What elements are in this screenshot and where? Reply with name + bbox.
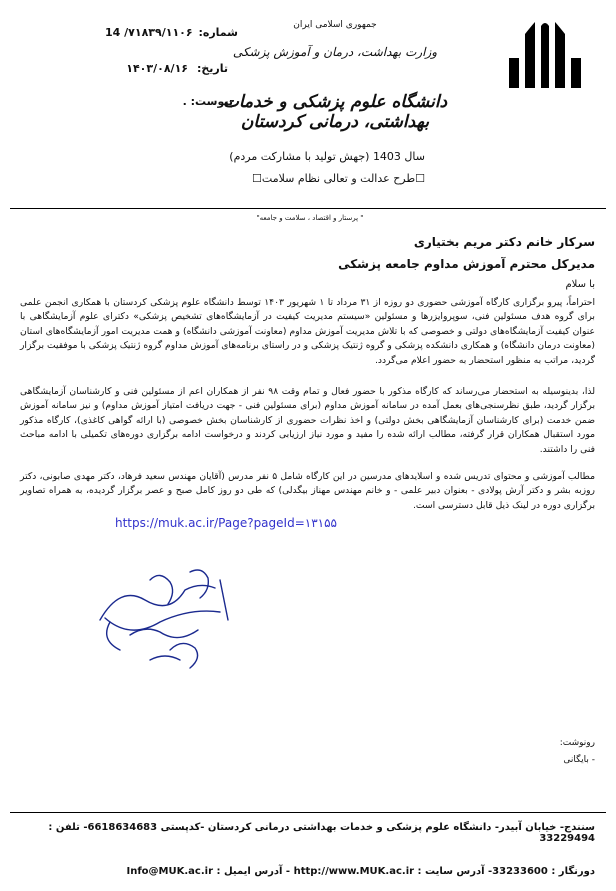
- university-logo: [505, 20, 585, 90]
- body-paragraph-3: مطالب آموزشی و محتوای تدریس شده و اسلایدهای مدرسین در این کارگاه شامل ۵ نفر مدرس (آقایان مهندس سعید فرهاد، دکتر مهدی صابونی، دکتر روزبه بشر و دکتر آرش پولادی - بعنوان دبیر علمی - و خانم مهندس مهناز بیگدلی) که طی دو روز کامل صبح و عصر برگزار گردیده، به همراه تصاویر برگزاری دوره در لینک ذیل قابل دسترسی است.: [20, 471, 595, 511]
- number-label: شماره:: [198, 26, 238, 39]
- cc-item-archive: - بایگانی: [563, 755, 595, 765]
- date-value: ۱۴۰۳/۰۸/۱۶: [126, 62, 188, 75]
- footer-contacts: دورنگار : 33233600- آدرس سایت : http://www.MUK.ac.ir - آدرس ایمیل : Info@MUK.ac.ir: [126, 866, 595, 877]
- greeting: با سلام: [565, 279, 595, 290]
- course-link[interactable]: https://muk.ac.ir/Page?pageId=۱۳۱۵۵: [115, 516, 337, 530]
- date-label: تاریخ:: [196, 62, 228, 75]
- checkbox-icon: ☐: [252, 172, 262, 185]
- cc-title: رونوشت:: [559, 738, 595, 748]
- handwritten-signature: [90, 560, 240, 675]
- motto-note: " پرستار و اقتصاد ، سلامت و جامعه": [256, 214, 364, 222]
- footer-address: سنندج- خیابان آبیدر- دانشگاه علوم پزشکی و خدمات بهداشتی درمانی کردستان -کدپستی 6618634683- تلفن : 33229494: [48, 822, 595, 844]
- justice-slogan: [225, 172, 425, 185]
- checkbox-icon: ☐: [415, 172, 425, 185]
- justice-slogan-text: طرح عدالت و تعالی نظام سلامت: [261, 172, 416, 185]
- header-divider: [10, 208, 606, 209]
- body-paragraph-1: احتراماً، پیرو برگزاری کارگاه آموزشی حضوری دو روزه از ۳۱ مرداد تا ۱ شهریور ۱۴۰۳ توسط دانشگاه علوم پزشکی کردستان با همکاری انجمن علمی برای گروه هدف مسئولین فنی، سوپروایزرها و مسئولین «سیستم مدیریت کیفیت در آزمایشگاه‌های تشخیص پزشکی» دکترای علوم آزمایشگاهی با عنوان کیفیت آزمایشگاه‌های دولتی و خصوصی که با تلاش مدیریت آموزش مداوم (معاونت آموزشی دانشگاه) و همت مدیریت امور آزمایشگاه‌های استان (معاونت درمان دانشگاه) و همکاری دانشکده پزشکی و گروه ژنتیک پزشکی و در راستای برنامه‌های آموزش مداوم گروه ژنتیک پزشکی با موفقیت برگزار گردید، مراتب به منظور استحضار به حضور اعلام می‌گردد.: [20, 297, 596, 366]
- year-slogan: سال 1403 (جهش تولید با مشارکت مردم): [229, 150, 425, 163]
- body-paragraph-2: لذا، بدینوسیله به استحضار می‌رساند که کارگاه مذکور با حضور فعال و تمام وقت ۹۸ نفر از همکاران اعم از مسئولین فنی و کارشناسان آزمایشگاهی برگزار گردید، طبق نظرسنجی‌های بعمل آمده در سامانه آموزش مداوم (برای مسئولین فنی - جهت دریافت امتیاز آموزش مداوم) و نیز سامانه آموزش ضمن خدمت (برای کارشناسان آزمایشگاهی بخش دولتی) و اخذ نظرات حضوری از کارشناسان بخش خصوصی (با ارائه گواهی کاغذی)، کارگاه مذکور مورد استقبال همکاران قرار گرفته، مطالب ارائه شده را مفید و مورد نیاز ارزیابی کردند و درخواست ادامه برگزاری دوره‌های تکمیلی با ادامه مباحث فنی را داشتند.: [20, 386, 596, 455]
- university-name: دانشگاه علوم پزشکی و خدمات بهداشتی، درمانی کردستان: [222, 92, 448, 132]
- addressee-name: سرکار خانم دکتر مریم بختیاری: [413, 235, 595, 249]
- number-value: 14 /۷۱۸۳۹/۱۱۰۶: [105, 26, 193, 39]
- attachment-label: پیوست: .: [182, 95, 233, 108]
- footer-divider: [10, 812, 606, 813]
- ministry-name: وزارت بهداشت، درمان و آموزش پزشکی: [232, 45, 438, 59]
- country-name: جمهوری اسلامی ایران: [293, 20, 377, 30]
- addressee-title: مدیرکل محترم آموزش مداوم جامعه پزشکی: [338, 257, 595, 271]
